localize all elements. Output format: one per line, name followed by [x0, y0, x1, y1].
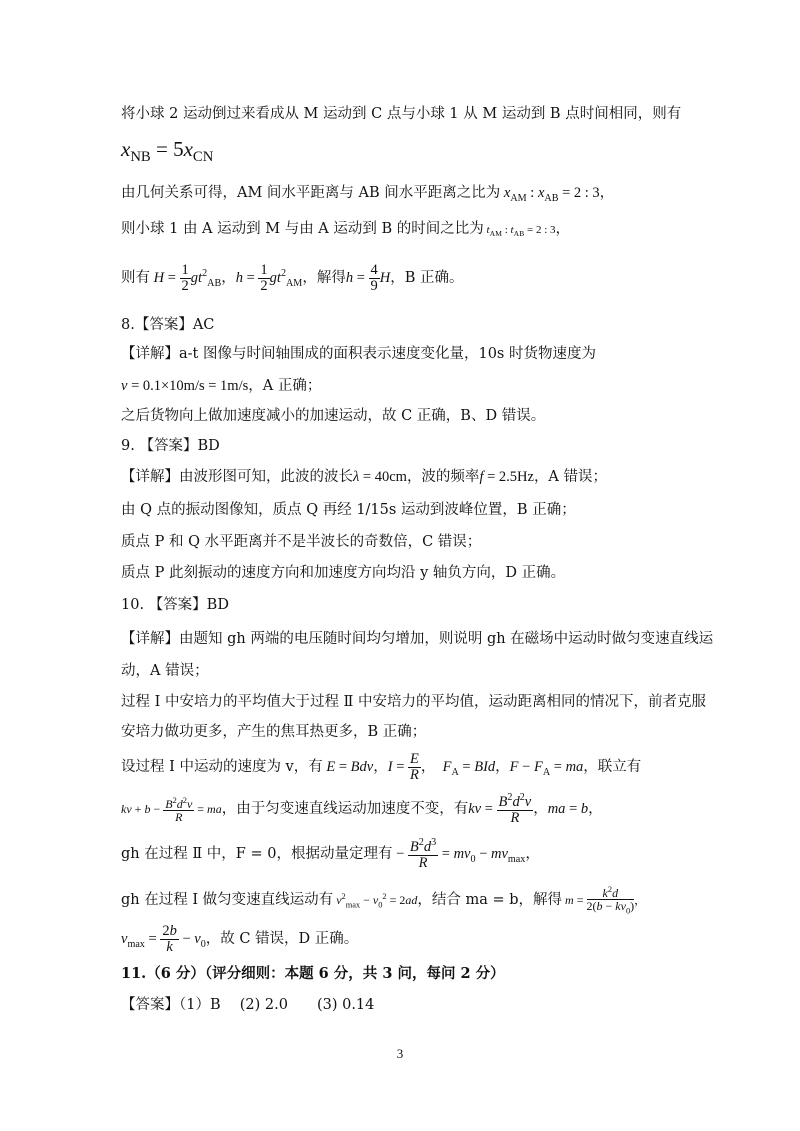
- text-line-1: 将小球 2 运动倒过来看成从 M 运动到 C 点与小球 1 从 M 运动到 B 点时间相同，则有: [121, 106, 682, 122]
- detail-10-a2: 动，A 错误；: [121, 663, 209, 679]
- text-line-4: 则有 H = $\frac{1}{2}$ $gt^2_{AB}$，h = $\frac{1}{2}$ $gt^2_{AM}$，解得h = $\frac{4}{9}$ H，B 正确。: [121, 261, 464, 294]
- detail-10-d3: $v_{max}$ = $\frac{2b}{k}$ − $v_0$，故 C 错误，D 正确。: [121, 922, 359, 956]
- text-line-2: 由几何关系可得，AM 间水平距离与 AB 间水平距离之比为 $x_{AM}$ : $x_{AB} = 2$ : 3，: [121, 185, 615, 204]
- detail-9: 【详解】由波形图可知，此波的波长λ = 40cm，波的频率f = 2.5Hz，A 错误；: [121, 469, 608, 485]
- equation-xnb: $x_{NB} = 5x_{CN}$: [121, 137, 214, 166]
- detail-8-conclusion: 之后货物向上做加速度减小的加速运动，故 C 正确，B、D 错误。: [121, 408, 546, 424]
- detail-8: 【详解】a-t 图像与时间轴围成的面积表示速度变化量，10s 时货物速度为: [121, 346, 596, 362]
- answer-8: 8.【答案】AC: [121, 317, 215, 333]
- detail-10-c: 设过程 Ⅰ 中运动的速度为 v，有 E = Bdv，I = $\frac{E}{R}$ ， $F_A$ = BId，$F - F_A$ = ma，联立有: [121, 750, 642, 784]
- answer-11: 【答案】（1）B (2) 2.0 (3) 0.14: [121, 997, 375, 1013]
- page-number: 3: [396, 1046, 404, 1061]
- detail-10-d2: gh 在过程 Ⅰ 做匀变速直线运动有 $v^2_{max} - v_0^2 = 2ad$，结合 ma = b，解得 m = $\frac{k^2d}{2(b - kv_0)}$ ，: [121, 884, 647, 916]
- detail-10-a: 【详解】由题知 gh 两端的电压随时间均匀增加，则说明 gh 在磁场中运动时做匀变速直线运: [121, 631, 714, 647]
- detail-8-velocity: v = 0.1×10m/s = 1m/s，A 正确；: [121, 378, 322, 394]
- detail-9-d: 质点 P 此刻振动的速度方向和加速度方向均沿 y 轴负方向，D 正确。: [121, 565, 566, 581]
- detail-10-b: 过程 Ⅰ 中安培力的平均值大于过程 Ⅱ 中安培力的平均值，运动距离相同的情况下，前者克服: [121, 694, 707, 710]
- detail-10-c2: kv + b − $\frac{B^2d^2v}{R}$ = ma，由于匀变速直线运动加速度不变，有kv = $\frac{B^2d^2v}{R}$ ，ma = b，: [121, 792, 603, 827]
- detail-9-c: 质点 P 和 Q 水平距离并不是半波长的奇数倍，C 错误；: [121, 534, 482, 550]
- answer-9: 9. 【答案】BD: [121, 438, 220, 454]
- detail-10-d: gh 在过程 Ⅱ 中，F = 0，根据动量定理有 − $\frac{B^2d^3}{R}$ = $mv_0 - mv_{max}$，: [121, 837, 540, 872]
- detail-9-b: 由 Q 点的振动图像知，质点 Q 再经 1/15s 运动到波峰位置，B 正确；: [121, 502, 576, 518]
- answer-10: 10. 【答案】BD: [121, 597, 229, 613]
- text-line-3: 则小球 1 由 A 运动到 M 与由 A 运动到 B 的时间之比为 $t_{AM}$ : $t_{AB} = 2$ : 3，: [121, 221, 571, 239]
- detail-10-b2: 安培力做功更多，产生的焦耳热更多，B 正确；: [121, 724, 427, 740]
- question-11-heading: 11.（6 分）（评分细则：本题 6 分，共 3 问，每问 2 分）: [121, 965, 505, 982]
